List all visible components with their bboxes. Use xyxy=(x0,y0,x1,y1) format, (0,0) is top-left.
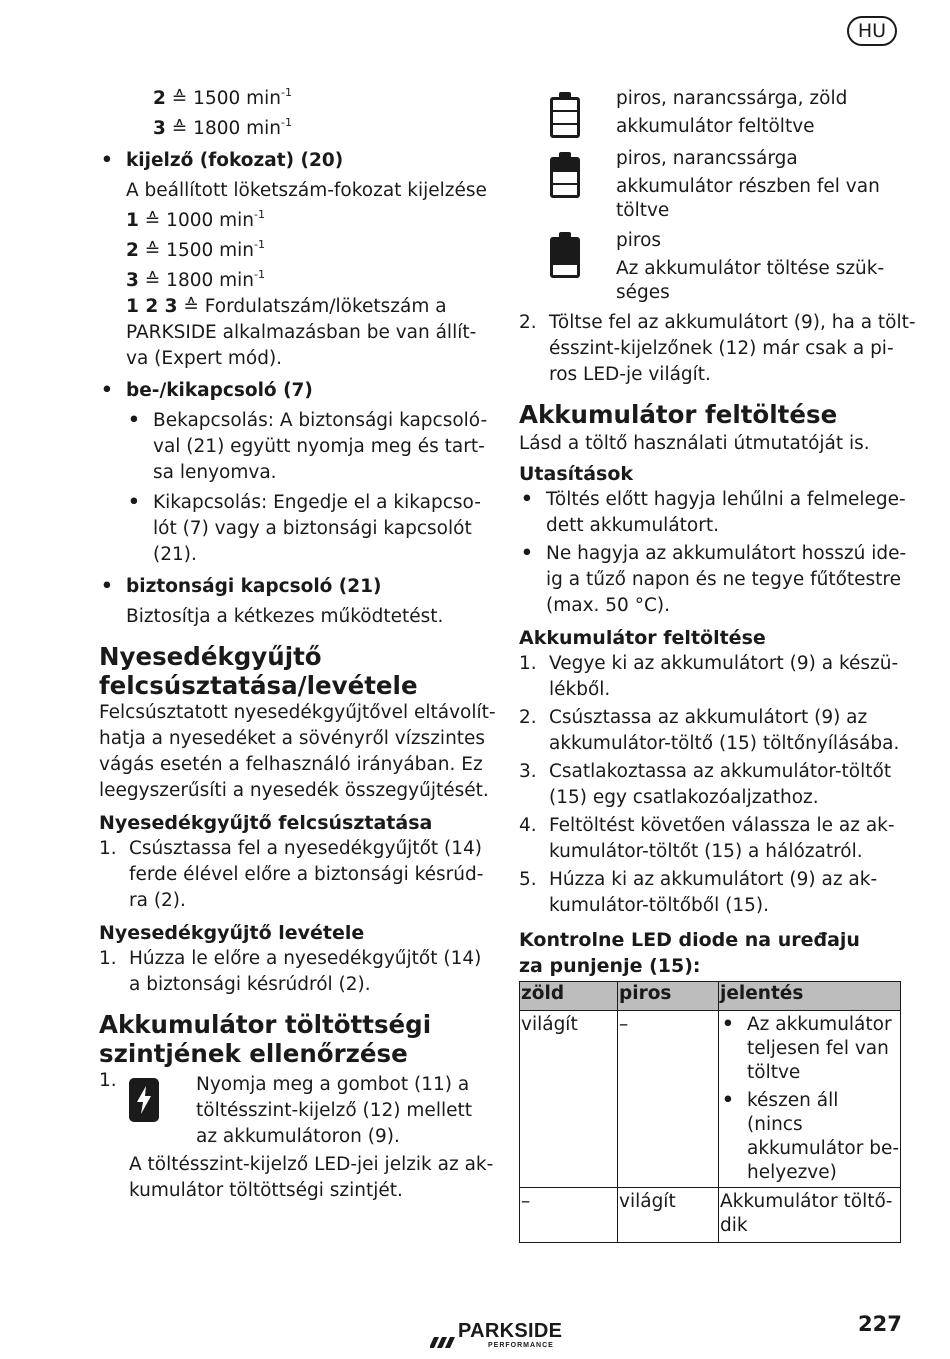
charging-step: 5. Húzza ki az akkumulátort (9) az ak- kumulátor-töltőből (15). xyxy=(519,869,878,916)
page-number: 227 xyxy=(858,1312,902,1336)
switch-title: • be-/kikapcsoló (7) xyxy=(126,380,313,401)
parkside-logo xyxy=(430,1320,580,1354)
table-title xyxy=(519,927,903,979)
step-number: 1. xyxy=(99,838,117,859)
level-line: 3 ≙ 1800 $\min^{-1}$ xyxy=(126,268,265,291)
text-line: Felcsúsztatott nyesedékgyűjtővel eltávolít- xyxy=(99,702,496,723)
display-desc: A beállított löketszám-fokozat kijelzése xyxy=(126,180,487,201)
text-line: piros xyxy=(616,230,662,251)
text-line: töltve xyxy=(616,200,670,221)
text-line: ésszint-kijelzőnek (12) már csak a pi- xyxy=(549,338,894,359)
right-column xyxy=(519,86,916,1243)
remove-step xyxy=(99,946,484,998)
text-line: • Töltés előtt hagyja lehűlni a felmelege- xyxy=(546,489,906,510)
text-line: ig a tűző napon és ne tegye fűtőtestre xyxy=(546,569,901,590)
charging-step: 3. Csatlakoztassa az akkumulátor-töltőt (15) egy csatlakozóaljzathoz. xyxy=(519,761,892,808)
step-number: 1. xyxy=(99,948,117,969)
charge-check-heading xyxy=(99,1010,484,1068)
meaning-bullet: • készen áll (nincs akkumulátor be- helyezve) xyxy=(720,1089,899,1185)
charging-intro: Lásd a töltő használati útmutatóját is. xyxy=(519,433,870,454)
text-line: piros, narancssárga xyxy=(616,148,798,169)
meaning-bullet: • Az akkumulátor teljesen fel van töltve xyxy=(720,1013,899,1085)
charging-step: 1. Vegye ki az akkumulátort (9) a készü- lékből. xyxy=(519,653,899,700)
text-line: sa lenyomva. xyxy=(153,462,277,483)
charging-subtitle: Akkumulátor feltöltése xyxy=(519,627,766,649)
text-line: • Ne hagyja az akkumulátort hosszú ide- xyxy=(546,543,907,564)
text-line: leegyszerűsíti a nyesedék összegyűjtését. xyxy=(99,780,489,801)
instructions-title: Utasítások xyxy=(519,463,634,485)
text-line: (max. 50 °C). xyxy=(546,595,670,616)
text-line: Nyomja meg a gombot (11) a xyxy=(196,1074,470,1095)
step-number: 1. xyxy=(99,1070,117,1091)
speed-list-top xyxy=(99,86,484,142)
text-line: (21). xyxy=(153,544,197,565)
text-line: ferde élével előre a biztonsági késrúd- xyxy=(129,864,484,885)
text-line: a biztonsági késrúdról (2). xyxy=(129,974,371,995)
table-cell xyxy=(719,1011,901,1188)
safety-item xyxy=(99,574,484,630)
table-cell: Akkumulátor töltő- dik xyxy=(719,1188,901,1243)
level-line: 2 ≙ 1500 $\min^{-1}$ xyxy=(126,238,265,261)
table-row xyxy=(520,1188,901,1243)
text-line: ros LED-je világít. xyxy=(549,364,711,385)
text-line: • Bekapcsolás: A biztonsági kapcsoló- xyxy=(153,410,488,431)
text-line: lót (7) vagy a biztonsági kapcsolót xyxy=(153,518,472,539)
heading-line: felcsúsztatása/levétele xyxy=(99,671,418,700)
led-table xyxy=(519,981,901,1243)
language-badge: HU xyxy=(847,16,897,46)
header-cell: piros xyxy=(618,982,719,1011)
charging-heading: Akkumulátor feltöltése xyxy=(519,400,838,429)
table-header-row xyxy=(520,982,901,1011)
table-cell: – xyxy=(520,1188,618,1243)
text-line: kumulátor töltöttségi szintjét. xyxy=(129,1180,403,1201)
switch-off xyxy=(126,490,484,568)
heading-line: szintjének ellenőrzése xyxy=(99,1039,408,1068)
step-number: 2. xyxy=(519,312,537,333)
remove-title: Nyesedékgyűjtő levétele xyxy=(99,922,365,944)
text-line: vágás esetén a felhasználó irányában. Ez xyxy=(99,754,483,775)
instruction-bullet xyxy=(519,541,907,619)
logo-subtitle: PERFORMANCE xyxy=(488,1342,554,1349)
header-cell: jelentés xyxy=(719,982,901,1011)
charging-step: 4. Feltöltést követően válassza le az ak- kumulátor-töltőt (15) a hálózatról. xyxy=(519,815,895,862)
battery-partial-icon xyxy=(550,152,580,198)
charge-check-step xyxy=(99,1072,484,1148)
table-cell: világít xyxy=(520,1011,618,1188)
step-2 xyxy=(519,310,916,388)
text-line: piros, narancssárga, zöld xyxy=(616,88,848,109)
table-cell: – xyxy=(618,1011,719,1188)
switch-on xyxy=(126,408,488,486)
text-line: séges xyxy=(616,282,670,303)
attach-title: Nyesedékgyűjtő felcsúsztatása xyxy=(99,812,433,834)
header-cell: zöld xyxy=(520,982,618,1011)
text-line: akkumulátor részben fel van xyxy=(616,176,880,197)
text-line: val (21) együtt nyomja meg és tart- xyxy=(153,436,485,457)
text-line: Csúsztassa fel a nyesedékgyűjtőt (14) xyxy=(129,838,482,859)
text-line: za punjenje (15): xyxy=(519,955,701,977)
text-line: Töltse fel az akkumulátort (9), ha a tölt- xyxy=(549,312,916,333)
text-line: A töltésszint-kijelző LED-jei jelzik az ak- xyxy=(129,1154,494,1175)
text-line: dett akkumulátort. xyxy=(546,515,719,536)
charge-button-icon xyxy=(129,1078,159,1122)
battery-full-icon xyxy=(550,92,580,138)
collector-paragraph xyxy=(99,700,496,804)
switch-item xyxy=(99,378,488,568)
level-line: 1 ≙ 1000 $\min^{-1}$ xyxy=(126,208,265,231)
display-title: • kijelző (fokozat) (20) xyxy=(126,150,344,171)
table-cell: világít xyxy=(618,1188,719,1243)
collector-heading xyxy=(99,642,484,700)
text-line: ra (2). xyxy=(129,890,186,911)
battery-low-icon xyxy=(550,232,580,278)
text-line: Húzza le előre a nyesedékgyűjtőt (14) xyxy=(129,948,482,969)
safety-title: • biztonsági kapcsoló (21) xyxy=(126,576,382,597)
heading-line: Akkumulátor töltöttségi xyxy=(99,1010,432,1039)
text-line: • Kikapcsolás: Engedje el a kikapcso- xyxy=(153,492,481,513)
text-line: töltésszint-kijelző (12) mellett xyxy=(196,1100,472,1121)
expert-line: va (Expert mód). xyxy=(126,348,283,369)
level-indicators xyxy=(519,86,903,310)
display-item xyxy=(99,148,487,372)
text-line: Az akkumulátor töltése szük- xyxy=(616,258,885,279)
logo-brand: PARKSIDE xyxy=(458,1320,563,1342)
left-column xyxy=(99,86,496,1204)
text-line: akkumulátor feltöltve xyxy=(616,116,815,137)
instruction-bullet xyxy=(519,487,906,539)
attach-step xyxy=(99,836,484,914)
charging-step: 2. Csúsztassa az akkumulátort (9) az akkumulátor-töltő (15) töltőnyílásába. xyxy=(519,707,900,754)
text-line: hatja a nyesedéket a sövényről vízszintes xyxy=(99,728,486,749)
table-row xyxy=(520,1011,901,1188)
text-line: az akkumulátoron (9). xyxy=(196,1126,400,1147)
expert-line: 1 2 3 ≙ Fordulatszám/löketszám a xyxy=(126,296,447,317)
safety-desc: Biztosítja a kétkezes működtetést. xyxy=(126,606,444,627)
heading-line: Nyesedékgyűjtő xyxy=(99,642,322,671)
speed-line: 3 ≙ 1800 $\min^{-1}$ xyxy=(153,116,292,139)
speed-line: 2 ≙ 1500 $\min^{-1}$ xyxy=(153,86,292,109)
charge-check-after xyxy=(99,1152,494,1204)
expert-line: PARKSIDE alkalmazásban be van állít- xyxy=(126,322,477,343)
text-line: Kontrolne LED diode na uređaju xyxy=(519,929,860,951)
